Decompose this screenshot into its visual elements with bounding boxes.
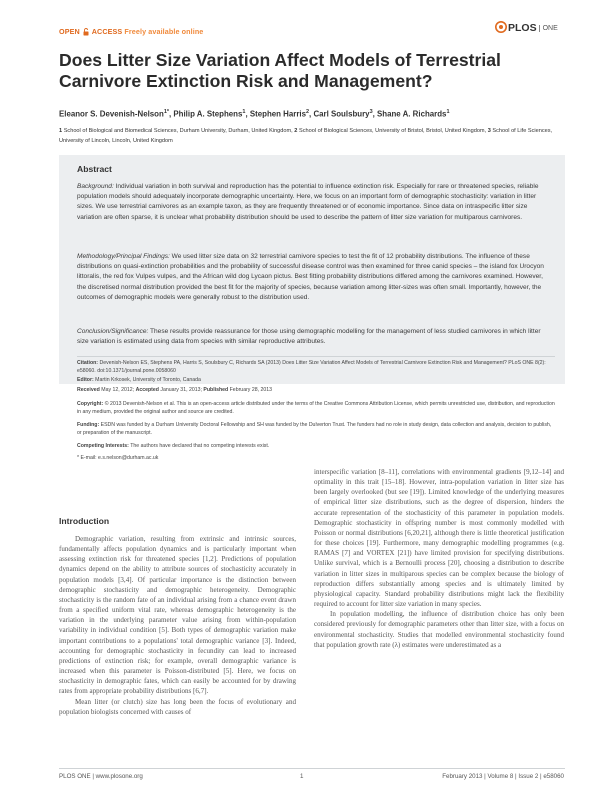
affiliation-text: School of Life Sciences, University of Lincoln, Lincoln, United Kingdom	[59, 128, 553, 145]
funding	[77, 421, 555, 438]
email-line: * E-mail: e.s.nelson@durham.ac.uk	[77, 455, 159, 461]
page-number: 1	[300, 773, 304, 780]
abstract-heading: Abstract	[77, 164, 112, 174]
affiliation-text: School of Biological and Biomedical Sciences, Durham University, Durham, United Kingdom,	[63, 128, 293, 134]
accepted-date: January 31, 2013;	[160, 387, 202, 393]
introduction-heading: Introduction	[59, 516, 110, 526]
author-name: Shane A. Richards	[377, 109, 447, 119]
abstract-methods	[77, 252, 552, 303]
abstract-background	[77, 182, 552, 223]
freely-available-label: Freely available online	[124, 27, 204, 36]
affiliations	[59, 126, 564, 146]
affiliation-number: 3	[487, 128, 491, 134]
published-date: February 28, 2013	[229, 387, 273, 393]
body-column-right	[314, 467, 564, 650]
received-date: May 12, 2012;	[101, 387, 135, 393]
body-paragraph: In population modelling, the influence of distribution choice has only been considered previously for demographic parameters other than litter size, with a focus on environmental stochasticity. Studies that modelled environmental stochasticity found that population growth rate (λ) estimates were underestimated as a	[314, 610, 564, 649]
abstract-section-text: These results provide reassurance for those using demographic modelling for the management of less studied carnivores in which litter size variation is estimated using data from species with similar reproductive attributes.	[77, 328, 541, 346]
abstract-section-lead: Background:	[77, 183, 114, 190]
open-lock-icon	[83, 28, 89, 36]
editor-text: Martin Krkosek, University of Toronto, Canada	[95, 377, 201, 383]
citation-label: Citation:	[77, 360, 99, 366]
author-name: Eleanor S. Devenish-Nelson	[59, 109, 164, 119]
body-paragraph: Demographic variation, resulting from extrinsic and intrinsic sources, fundamentally affects population dynamics and is particularly important when assessing extinction risk for threatened species [1,2]. Predictions of population dynamics depend on the ability to attribute sources of stochasticity accurately in population models [3,4]. Of particular importance is the distinction between demographic stochasticity and demographic heterogeneity. Demographic stochasticity is the random fate of an individual arising from a chance event drawn from a specified uniform vital rate, whereas demographic heterogeneity is the variation in the underlying parameter value arising from within-population variability in individual condition [5]. Both types of demographic variation make important contributions to a populations' total demographic variance [3]. Indeed, accounting for demographic stochasticity in fecundity can lead to increased predictions of extinction risk; for example, overall demographic variance is increased when this parameter is Poisson-distributed [5]. Here, we focus on stochasticity in demographic fates, which can easily be accounted for by drawing rates from appropriate probability distributions [6,7].	[59, 535, 296, 696]
competing-text: The authors have declared that no competing interests exist.	[130, 443, 270, 449]
open-label: OPEN	[59, 27, 80, 36]
author-affil-mark: 1	[242, 109, 246, 115]
copyright	[77, 400, 555, 417]
article-title: Does Litter Size Variation Affect Models of Terrestrial Carnivore Extinction Risk and Management?	[59, 50, 501, 91]
plos-logo-icon	[495, 21, 507, 33]
affiliation-text: School of Biological Sciences, University of Bristol, Bristol, United Kingdom,	[298, 128, 487, 134]
citation	[77, 359, 555, 376]
logo-plos-text: PLOS	[508, 22, 537, 34]
dates-line	[77, 386, 555, 394]
competing-interests	[77, 442, 555, 450]
author-name: Stephen Harris	[249, 109, 306, 119]
copyright-label: Copyright:	[77, 401, 104, 407]
access-label: ACCESS	[91, 27, 123, 36]
abstract-conclusion	[77, 327, 552, 347]
author-list: Eleanor S. Devenish-Nelson$^{1*}$, Philip A. Stephens$^1$, Stephen Harris$^2$, Carl Soulsbury$^3$, Shane A. Richards$^1$	[59, 109, 450, 119]
abstract-section-lead: Methodology/Principal Findings:	[77, 253, 170, 260]
received-label: Received	[77, 387, 100, 393]
footer-divider	[59, 768, 565, 769]
editor-label: Editor:	[77, 377, 94, 383]
affiliation-number: 1	[59, 128, 63, 134]
logo-one-text: ONE	[539, 25, 558, 32]
footer-journal: PLOS ONE | www.plosone.org	[59, 773, 143, 780]
author-name: Philip A. Stephens	[173, 109, 243, 119]
competing-label: Competing Interests:	[77, 443, 129, 449]
citation-text: Devenish-Nelson ES, Stephens PA, Harris S, Soulsbury C, Richards SA (2013) Does Litter Size Variation Affect Models of Terrestrial Carnivore Extinction Risk and Management? PLoS ONE 8(2): e58060. doi:10.1371/journal.pone.0058060	[77, 360, 546, 375]
body-column-left	[59, 534, 296, 717]
abstract-section-text: We used litter size data on 32 terrestrial carnivore species to test the fit of 12 probability distributions. The influence of these distributions on quasi-extinction probabilities and the probability of successful disease control was then examined for three canid species – the island fox Urocyon littoralis, the red fox Vulpes vulpes, and the African wild dog Lycaon pictus. Best fitting probability distributions differed among the carnivores examined. However, the discretised normal distribution provided the best fit for the majority of species, because variation among litter-sizes was often small. Importantly, however, the outcomes of demographic models were generally robust to the distribution used.	[77, 253, 544, 301]
editor-line	[77, 376, 555, 384]
open-access-banner	[59, 27, 203, 36]
copyright-text: © 2013 Devenish-Nelson et al. This is an open-access article distributed under the terms of the Creative Commons Attribution License, which permits unrestricted use, distribution, and reproduction in any medium, provided the original author and source are credited.	[77, 401, 555, 416]
abstract-section-lead: Conclusion/Significance:	[77, 328, 149, 335]
author-affil-mark: 1	[446, 109, 450, 115]
author-affil-mark: 1*	[163, 109, 170, 115]
plos-one-logo	[495, 21, 558, 34]
accepted-label: Accepted	[135, 387, 159, 393]
author-affil-mark: 3	[369, 109, 373, 115]
author-name: Carl Soulsbury	[313, 109, 370, 119]
affiliation-number: 2	[294, 128, 298, 134]
body-paragraph: Mean litter (or clutch) size has long been the focus of evolutionary and population biologists concerned with causes of	[59, 697, 296, 716]
body-paragraph: interspecific variation [8–11], correlations with environmental gradients [9,12–14] and optimality in this trait [15–18]. However, intra-population variation in litter size has been largely overlooked (but see [19]). Limited knowledge of the underlying measures of empirical litter size distributions, such as the degree of dispersion, hinders the accurate representation of the stochasticity of this parameter in population models. Demographic stochasticity in offspring number is most commonly modelled with Poisson or normal distributions [6,20,21], although there is little theoretical justification for these choices [19]. Furthermore, many demographic modelling programmes (e.g. RAMAS [7] and VORTEX [21]) have limited provision for specifying distributions. Unlike survival, which is a Bernoulli process [20], choosing a distribution to describe variation in litter sizes in multiparous species can be complex because the biology of reproduction differs substantially among species and is ultimately limited by physiological capacity. Standard probability distributions might lack the flexibility required to account for litter size variation in many species.	[314, 468, 564, 609]
funding-text: ESDN was funded by a Durham University Doctoral Fellowship and SH was funded by the Dulverton Trust. The funders had no role in study design, data collection and analysis, decision to publish, or preparation of the manuscript.	[77, 422, 552, 437]
published-label: Published	[203, 387, 229, 393]
abstract-divider	[77, 356, 555, 357]
author-affil-mark: 2	[305, 109, 310, 115]
abstract-section-text: Individual variation in both survival and reproduction has the potential to influence extinction risk. Especially for rare or threatened species, reliable population models should adequately incorporate demographic uncertainty. Here, we focus on an important form of demographic stochasticity: variation in litter sizes. We use terrestrial carnivores as an example taxon, as they are frequently threatened or of economic importance. Since data on intraspecific litter size variation are often sparse, it is unclear what probability distribution should be used to describe the pattern of litter size variation for multiparous carnivores.	[77, 183, 539, 221]
funding-label: Funding:	[77, 422, 100, 428]
footer-issue-info: February 2013 | Volume 8 | Issue 2 | e58060	[442, 773, 564, 780]
